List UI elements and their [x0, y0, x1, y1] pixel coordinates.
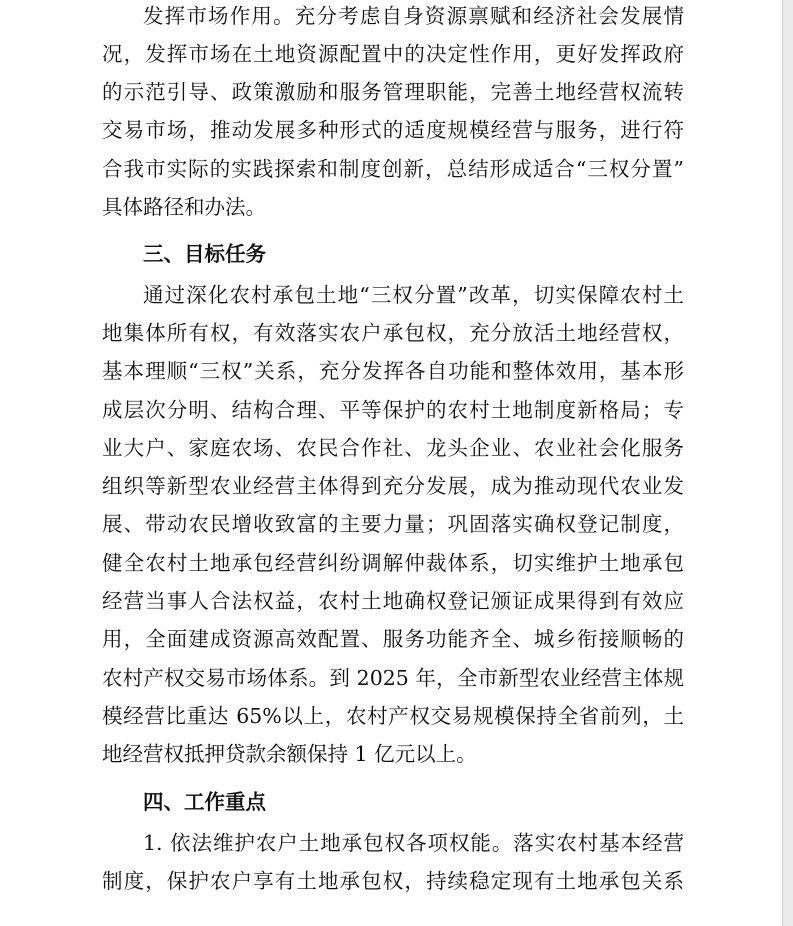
paragraph-line: 地经营权抵押贷款余额保持 1 亿元以上。	[102, 742, 477, 766]
paragraph-line: 业大户、家庭农场、农民合作社、龙头企业、农业社会化服务	[102, 436, 684, 460]
page-edge-strip	[782, 0, 793, 926]
paragraph-line: 成层次分明、结构合理、平等保护的农村土地制度新格局；专	[102, 398, 684, 422]
paragraph-line: 况，发挥市场在土地资源配置中的决定性作用，更好发挥政府	[102, 42, 684, 66]
paragraph-line: 交易市场，推动发展多种形式的适度规模经营与服务，进行符	[102, 118, 684, 142]
paragraph-line: 展、带动农民增收致富的主要力量；巩固落实确权登记制度，	[102, 512, 684, 536]
paragraph-line: 1. 依法维护农户土地承包权各项权能。落实农村基本经营	[143, 831, 684, 855]
paragraph-line: 经营当事人合法权益，农村土地确权登记颁证成果得到有效应	[102, 589, 684, 613]
paragraph-line: 制度，保护农户享有土地承包权，持续稳定现有土地承包关系	[102, 869, 684, 893]
paragraph-line: 通过深化农村承包土地“三权分置”改革，切实保障农村土	[143, 283, 684, 307]
paragraph-line: 用，全面建成资源高效配置、服务功能齐全、城乡衔接顺畅的	[102, 627, 684, 651]
paragraph-line: 合我市实际的实践探索和制度创新，总结形成适合“三权分置”	[102, 157, 684, 181]
paragraph-line: 农村产权交易市场体系。到 2025 年，全市新型农业经营主体规	[102, 666, 684, 690]
section-heading-targets: 三、目标任务	[143, 242, 266, 266]
paragraph-line: 具体路径和办法。	[102, 195, 266, 219]
paragraph-line: 组织等新型农业经营主体得到充分发展，成为推动现代农业发	[102, 474, 684, 498]
paragraph-line: 模经营比重达 65%以上，农村产权交易规模保持全省前列，土	[102, 704, 684, 728]
paragraph-line: 基本理顺“三权”关系，充分发挥各自功能和整体效用，基本形	[102, 359, 684, 383]
paragraph-line: 健全农村土地承包经营纠纷调解仲裁体系，切实维护土地承包	[102, 551, 684, 575]
paragraph-line: 发挥市场作用。充分考虑自身资源禀赋和经济社会发展情	[143, 4, 684, 28]
paragraph-line: 地集体所有权，有效落实农户承包权，充分放活土地经营权，	[102, 321, 684, 345]
section-heading-key-work: 四、工作重点	[143, 790, 266, 814]
paragraph-line: 的示范引导、政策激励和服务管理职能，完善土地经营权流转	[102, 80, 684, 104]
